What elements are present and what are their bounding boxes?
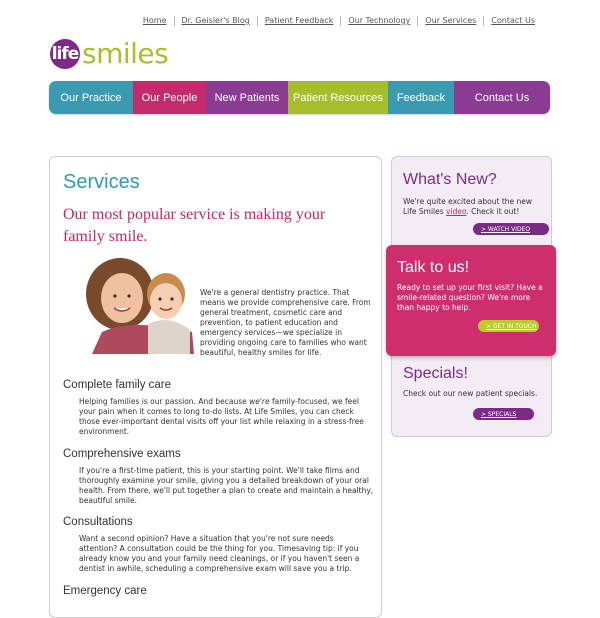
nav-new-patients[interactable]: New Patients [206, 81, 288, 114]
talk-title: Talk to us! [397, 259, 470, 276]
nav-our-people[interactable]: Our People [133, 81, 206, 114]
section-heading: Emergency care [63, 585, 147, 597]
nav-patient-resources[interactable]: Patient Resources [288, 81, 388, 114]
get-in-touch-button[interactable]: > GET IN TOUCH [478, 320, 539, 332]
utility-link-contact[interactable]: Contact Us [483, 16, 542, 26]
content-panel [49, 156, 382, 618]
utility-link-services[interactable]: Our Services [417, 16, 483, 26]
whats-new-text: We're quite excited about the new Life Smiles video. Check it out! [403, 197, 533, 216]
main-nav [49, 81, 550, 114]
page-title: Services [63, 171, 140, 193]
lead-heading: Our most popular service is making your family smile. [63, 206, 326, 245]
utility-nav [136, 16, 542, 26]
nav-feedback[interactable]: Feedback [388, 81, 454, 114]
site-logo[interactable] [50, 37, 168, 70]
utility-link-feedback[interactable]: Patient Feedback [257, 16, 341, 26]
talk-text: Ready to set up your first visit? Have a smile-related question? We're more than happy to help. [397, 283, 543, 312]
specials-button[interactable]: > SPECIALS [473, 408, 534, 420]
utility-link-technology[interactable]: Our Technology [340, 16, 417, 26]
nav-contact-us[interactable]: Contact Us [454, 81, 550, 114]
section-heading: Comprehensive exams [63, 448, 181, 460]
utility-link-home[interactable]: Home [142, 16, 167, 25]
specials-text: Check out our new patient specials. [403, 389, 538, 398]
talk-to-us-card [386, 245, 556, 356]
specials-title: Specials! [403, 365, 468, 382]
section-heading: Complete family care [63, 379, 172, 391]
watch-video-button[interactable]: > WATCH VIDEO [473, 223, 549, 235]
utility-link-blog[interactable]: Dr. Geisler's Blog [174, 16, 257, 26]
section-heading: Consultations [63, 516, 133, 528]
logo-mark: life [50, 39, 80, 69]
section-text: If you're a first-time patient, this is your starting point. We'll take films and thoroughly examine your smile, giving you a detailed breakdown of your oral health. From there, we'll put together a plan to create and maintain a healthy, beautiful smile. [79, 466, 374, 505]
whats-new-title: What's New? [403, 171, 497, 188]
logo-word: smiles [82, 37, 169, 70]
video-link[interactable]: video [446, 207, 467, 216]
family-photo [82, 254, 194, 354]
section-text: Helping families is our passion. And because we're family-focused, we feel your pain when it comes to long to-do lists. At Life Smiles, you can check those ever-important dental visits off your list while relaxing in a stress-free environment. [79, 397, 364, 436]
intro-text: We're a general dentistry practice. That means we provide comprehensive care. From general treatment, cosmetic care and prevention, to patient education and emergency services—we specialize in providing ongoing care to families who want beautiful, healthy smiles for life. [200, 287, 371, 357]
nav-our-practice[interactable]: Our Practice [49, 81, 133, 114]
section-text: Want a second opinion? Have a situation that you're not sure needs attention? A consultation could be the thing for you. Timesaving tip: if you already know you and your family need cleanings, or if you haven't seen a dentist in awhile, scheduling a comprehensive exam will save you a trip. [79, 534, 360, 573]
